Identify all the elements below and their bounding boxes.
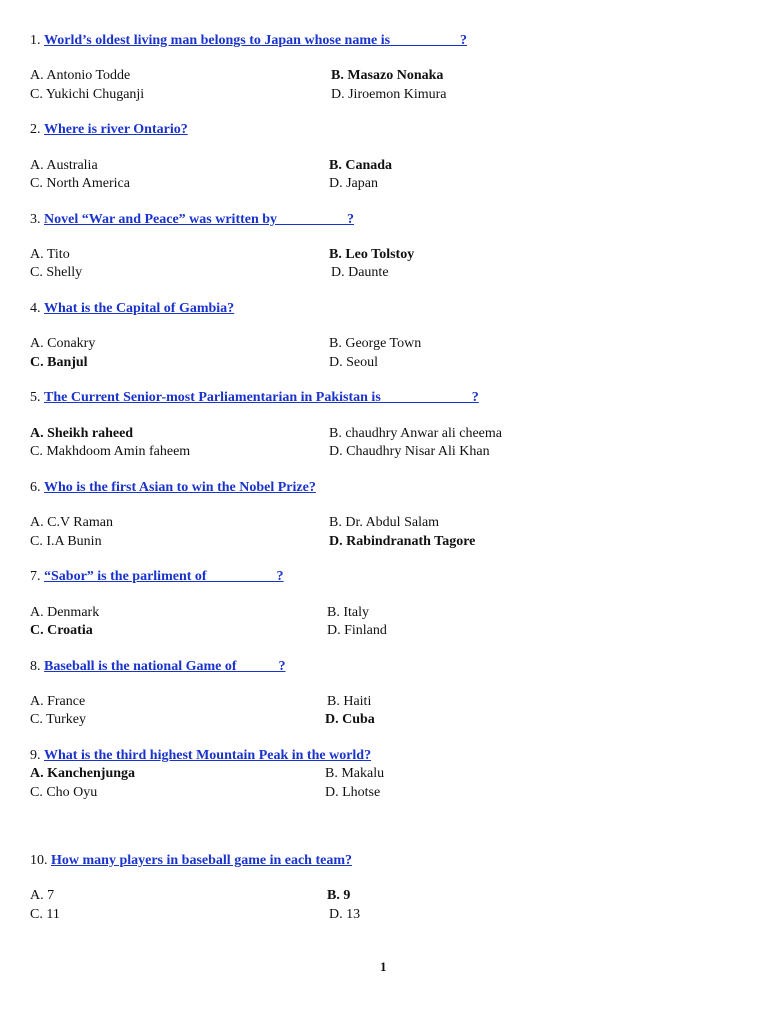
question-1 — [30, 33, 467, 49]
option-a: A. C.V Raman — [30, 515, 113, 530]
question-number: 8. — [30, 659, 41, 674]
option-b: B. George Town — [329, 336, 422, 351]
option-b-answer: B. Leo Tolstoy — [329, 247, 415, 262]
option-a: A. Antonio Todde — [30, 68, 131, 83]
question-number: 7. — [30, 569, 41, 584]
page-number: 1 — [380, 959, 387, 974]
option-d-answer: D. Cuba — [325, 712, 375, 727]
question-3 — [30, 212, 354, 228]
question-4 — [30, 301, 234, 317]
question-number: 5. — [30, 390, 41, 405]
question-8 — [30, 659, 286, 675]
option-b-answer: B. Masazo Nonaka — [331, 68, 444, 83]
question-7 — [30, 569, 284, 585]
question-link[interactable]: Baseball is the national Game of ? — [44, 659, 286, 674]
option-c: C. North America — [30, 176, 130, 191]
option-a-answer: A. Kanchenjunga — [30, 766, 136, 781]
question-number: 4. — [30, 301, 41, 316]
option-a-answer: A. Sheikh raheed — [30, 426, 134, 441]
question-2 — [30, 122, 188, 138]
question-link[interactable]: World’s oldest living man belongs to Japan whose name is__________? — [44, 33, 468, 48]
option-d: D. Jiroemon Kimura — [331, 87, 447, 102]
option-d: D. Finland — [327, 623, 387, 638]
option-a: A. 7 — [30, 888, 55, 903]
option-d-answer: D. Rabindranath Tagore — [329, 534, 476, 549]
option-c: C. Turkey — [30, 712, 87, 727]
question-number: 1. — [30, 33, 41, 48]
option-b: B. Dr. Abdul Salam — [329, 515, 440, 530]
question-number: 3. — [30, 212, 41, 227]
question-number: 9. — [30, 748, 41, 763]
option-a: A. Australia — [30, 158, 98, 173]
option-c-answer: C. Croatia — [30, 623, 93, 638]
question-5 — [30, 390, 479, 406]
question-10 — [30, 853, 352, 869]
question-9 — [30, 748, 371, 764]
question-6 — [30, 480, 316, 496]
question-number: 2. — [30, 122, 41, 137]
option-c: C. Yukichi Chuganji — [30, 87, 145, 102]
question-link[interactable]: “Sabor” is the parliment of__________? — [44, 569, 284, 584]
option-c: C. Shelly — [30, 265, 83, 280]
question-number: 6. — [30, 480, 41, 495]
option-d: D. Japan — [329, 176, 378, 191]
option-b: B. Makalu — [325, 766, 385, 781]
option-a: A. Denmark — [30, 605, 100, 620]
question-number: 10. — [30, 853, 48, 868]
question-link[interactable]: The Current Senior-most Parliamentarian in Pakistan is_____________? — [44, 390, 479, 405]
question-link[interactable]: Novel “War and Peace” was written by__________? — [44, 212, 355, 227]
option-b: B. Haiti — [327, 694, 372, 709]
option-d: D. Daunte — [331, 265, 389, 280]
question-link[interactable]: What is the third highest Mountain Peak in the world? — [44, 748, 372, 763]
option-d: D. Chaudhry Nisar Ali Khan — [329, 444, 490, 459]
option-a: A. Tito — [30, 247, 70, 262]
option-b-answer: B. 9 — [327, 888, 351, 903]
option-c: C. 11 — [30, 907, 60, 922]
option-a: A. France — [30, 694, 86, 709]
option-b-answer: B. Canada — [329, 158, 393, 173]
option-d: D. Seoul — [329, 355, 378, 370]
option-d: D. 13 — [329, 907, 361, 922]
question-link[interactable]: What is the Capital of Gambia? — [44, 301, 235, 316]
option-c: C. I.A Bunin — [30, 534, 102, 549]
option-d: D. Lhotse — [325, 785, 381, 800]
option-a: A. Conakry — [30, 336, 96, 351]
option-c: C. Cho Oyu — [30, 785, 98, 800]
option-b: B. Italy — [327, 605, 369, 620]
question-link[interactable]: Where is river Ontario? — [44, 122, 188, 137]
option-b: B. chaudhry Anwar ali cheema — [329, 426, 502, 441]
option-c-answer: C. Banjul — [30, 355, 88, 370]
question-link[interactable]: How many players in baseball game in each team? — [51, 853, 352, 868]
question-link[interactable]: Who is the first Asian to win the Nobel Prize? — [44, 480, 316, 495]
option-c: C. Makhdoom Amin faheem — [30, 444, 191, 459]
